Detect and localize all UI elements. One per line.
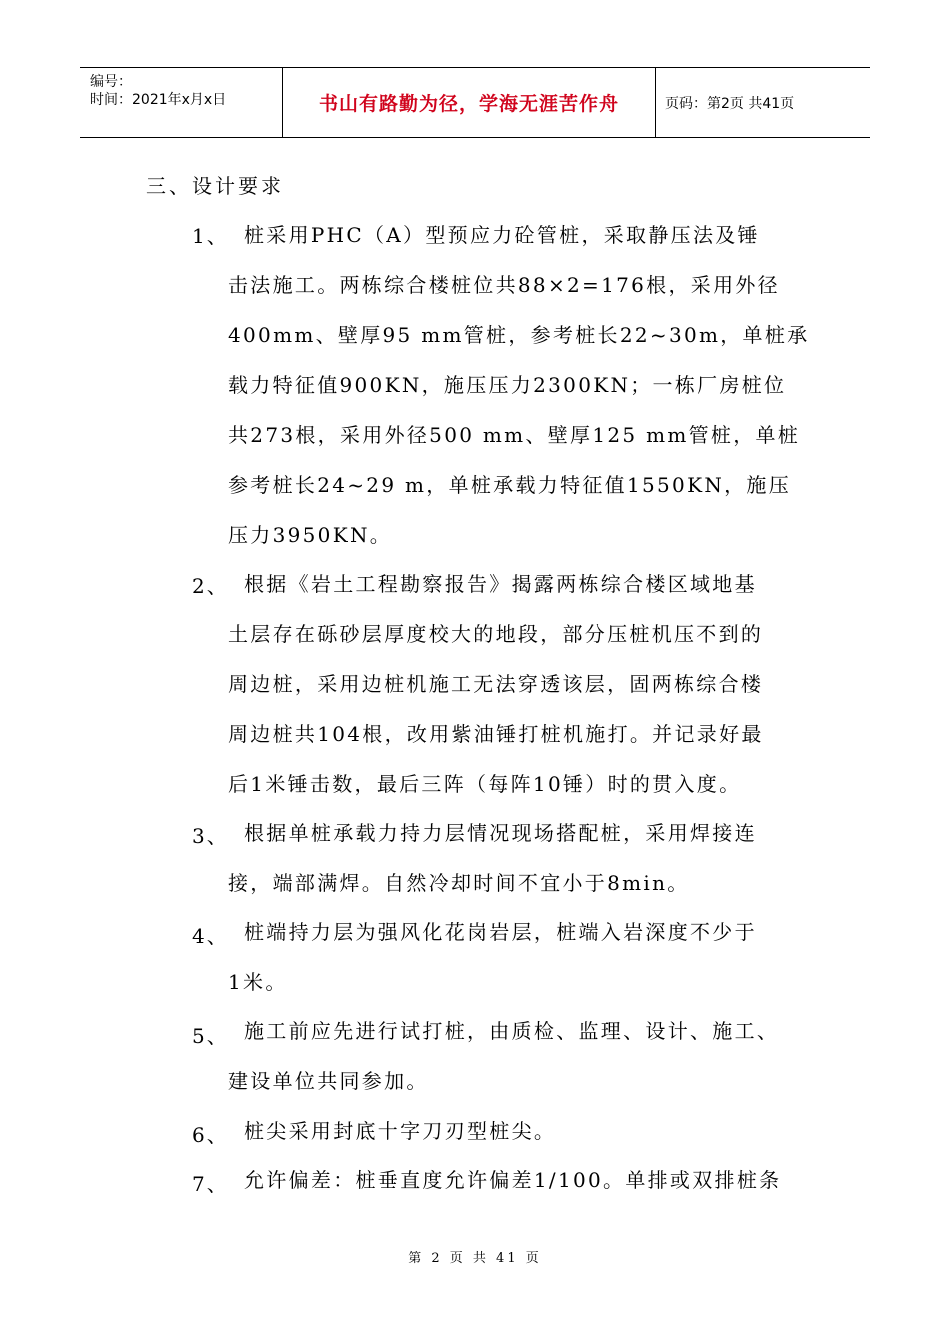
item-text — [244, 808, 757, 858]
item-line: 建设单位共同参加。 — [228, 1069, 429, 1093]
item-line: 1米。 — [228, 970, 288, 994]
page-header — [80, 67, 870, 138]
item-text — [244, 1155, 781, 1205]
item-line: 周边桩，采用边桩机施工无法穿透该层，固两栋综合楼 — [228, 672, 764, 696]
item-line: 根据单桩承载力持力层情况现场搭配桩，采用焊接连 — [244, 821, 757, 845]
item-text — [228, 1056, 429, 1106]
item-line: 接，端部满焊。自然冷却时间不宜小于8min。 — [228, 871, 690, 895]
item-line: 参考桩长24~29 m，单桩承载力特征值1550KN，施压 — [228, 473, 792, 497]
item-line: 后1米锤击数，最后三阵（每阵10锤）时的贯入度。 — [228, 772, 742, 796]
header-page-info: 页码：第2页 共41页 — [665, 95, 795, 112]
item-line: 共273根，采用外径500 mm、壁厚125 mm管桩，单桩 — [228, 423, 801, 447]
date-label: 时间：2021年x月x日 — [90, 92, 227, 108]
page-footer: 第 2 页 共 41 页 — [408, 1251, 542, 1266]
item-text — [228, 858, 690, 908]
item-line: 土层存在砾砂层厚度校大的地段，部分压桩机压不到的 — [228, 622, 764, 646]
section-title: 三、设计要求 — [146, 174, 284, 198]
item-line: 桩端持力层为强风化花岗岩层，桩端入岩深度不少于 — [244, 920, 757, 944]
item-line: 施工前应先进行试打桩，由质检、监理、设计、施工、 — [244, 1019, 780, 1043]
item-number: 1、 — [192, 224, 229, 248]
item-line: 400mm、壁厚95 mm管桩，参考桩长22~30m，单桩承 — [228, 323, 810, 347]
item-line: 载力特征值900KN，施压压力2300KN；一栋厂房桩位 — [228, 373, 787, 397]
item-text — [228, 260, 809, 560]
item-text — [228, 609, 764, 809]
item-number: 4、 — [192, 924, 229, 948]
item-text — [244, 1106, 556, 1156]
item-line: 桩尖采用封底十字刀刃型桩尖。 — [244, 1119, 557, 1143]
header-motto: 书山有路勤为径，学海无涯苦作舟 — [283, 68, 656, 137]
item-line: 击法施工。两栋综合楼桩位共88×2=176根，采用外径 — [228, 273, 780, 297]
number-label: 编号： — [90, 74, 132, 90]
item-number: 2、 — [192, 574, 229, 598]
item-number: 7、 — [192, 1172, 229, 1196]
item-number: 5、 — [192, 1024, 229, 1048]
item-text — [244, 1006, 779, 1056]
item-number: 3、 — [192, 824, 229, 848]
item-text — [244, 907, 757, 957]
item-number: 6、 — [192, 1123, 229, 1147]
item-text — [244, 559, 757, 609]
item-line: 压力3950KN。 — [228, 523, 393, 547]
item-line: 桩采用PHC（A）型预应力砼管桩，采取静压法及锤 — [244, 223, 760, 247]
item-line: 允许偏差：桩垂直度允许偏差1/100。单排或双排桩条 — [244, 1168, 782, 1192]
header-meta — [80, 68, 283, 137]
item-text — [244, 210, 760, 260]
item-text — [228, 957, 288, 1007]
item-line: 根据《岩土工程勘察报告》揭露两栋综合楼区域地基 — [244, 572, 757, 596]
item-line: 周边桩共104根，改用紫油锤打桩机施打。并记录好最 — [228, 722, 764, 746]
